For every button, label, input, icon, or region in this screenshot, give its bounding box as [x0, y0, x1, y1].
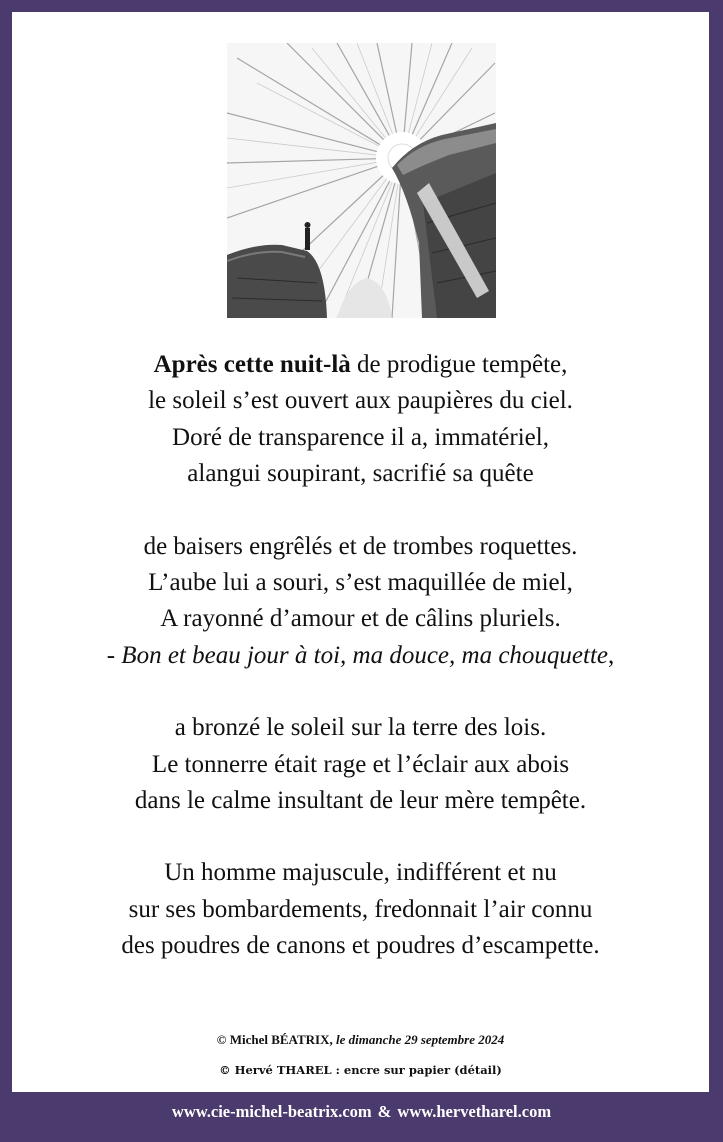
author-name: © Michel BÉATRIX,: [216, 1032, 333, 1047]
poem-line: Doré de transparence il a, immatériel,: [172, 423, 549, 451]
website-link-tharel[interactable]: www.hervetharel.com: [397, 1102, 552, 1121]
artist-credit: © Hervé THAREL : encre sur papier (détail): [219, 1063, 502, 1077]
poem-date: le dimanche 29 septembre 2024: [335, 1032, 505, 1047]
stanza-4: [12, 855, 709, 964]
website-link-cie[interactable]: www.cie-michel-beatrix.com: [171, 1102, 372, 1121]
dialogue-dash: -: [106, 641, 122, 669]
poem-line: sur ses bombardements, fredonnait l’air connu: [128, 895, 593, 923]
sunburst-cliffs-drawing: [227, 43, 496, 318]
poem-line: des poudres de canons et poudres d’escampette.: [121, 932, 600, 960]
poem-line: Un homme majuscule, indifférent et nu: [164, 859, 557, 887]
poem-card: [12, 12, 709, 1092]
poem-line-text: de prodigue tempête,: [350, 351, 568, 378]
poem: [12, 347, 709, 965]
dialogue-italic: Bon et beau jour à toi, ma douce, ma chouquette: [121, 641, 609, 669]
footer-links: [0, 1092, 723, 1142]
author-credit: [12, 1030, 709, 1050]
poem-line: Le tonnerre était rage et l’éclair aux abois: [151, 750, 570, 778]
stanza-3: [12, 710, 709, 819]
poem-line: A rayonné d’amour et de câlins pluriels.: [160, 605, 561, 633]
ink-drawing-illustration: [227, 43, 496, 318]
poem-title-lead: Après cette nuit-là: [153, 351, 351, 378]
poem-line: [12, 347, 709, 383]
poem-line: [12, 638, 709, 674]
stanza-1: [12, 347, 709, 493]
ampersand: &: [377, 1102, 392, 1121]
stanza-2: [12, 529, 709, 675]
poem-line: le soleil s’est ouvert aux paupières du ciel.: [148, 387, 573, 415]
poem-line: de baisers engrêlés et de trombes roquettes.: [143, 532, 578, 560]
poem-line: alangui soupirant, sacrifié sa quête: [187, 460, 534, 488]
credits: [12, 1030, 709, 1080]
poem-line: dans le calme insultant de leur mère tempête.: [134, 787, 587, 815]
poem-line: a bronzé le soleil sur la terre des lois.: [174, 714, 547, 742]
dialogue-comma: ,: [608, 641, 615, 669]
poem-line: L’aube lui a souri, s’est maquillée de miel,: [148, 569, 573, 597]
